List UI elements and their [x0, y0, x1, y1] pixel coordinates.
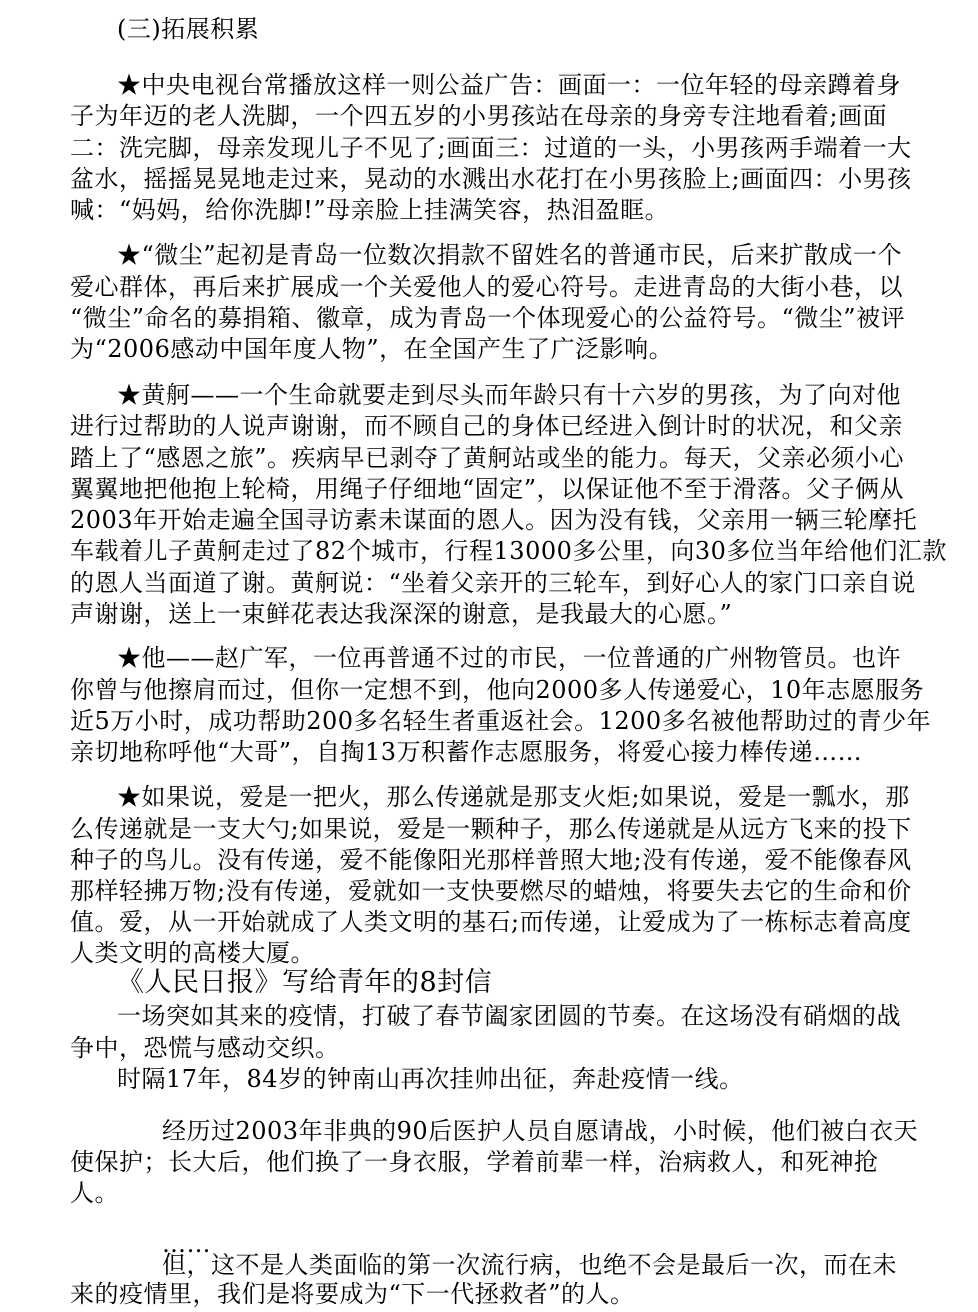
text-line: 子为年迈的老人洗脚，一个四五岁的小男孩站在母亲的身旁专注地看着;画面	[70, 102, 888, 130]
text-line: 的恩人当面道了谢。黄舸说：“坐着父亲开的三轮车，到好心人的家门口亲自说	[70, 569, 916, 597]
article-title: 《人民日报》写给青年的8封信	[117, 967, 493, 998]
text-line: 争中，恐慌与感动交织。	[70, 1034, 340, 1062]
text-line: ★他——赵广军，一位再普通不过的市民，一位普通的广州物管员。也许	[117, 644, 901, 672]
text-line: 二：洗完脚，母亲发现儿子不见了;画面三：过道的一头，小男孩两手端着一大	[70, 134, 912, 162]
text-line: 声谢谢，送上一束鲜花表达我深深的谢意，是我最大的心愿。”	[70, 600, 733, 628]
text-line: ★中央电视台常播放这样一则公益广告：画面一：一位年轻的母亲蹲着身	[117, 71, 901, 99]
text-line: 使保护；长大后，他们换了一身衣服，学着前辈一样，治病救人，和死神抢	[70, 1148, 879, 1176]
text-line: 种子的鸟儿。没有传递，爱不能像阳光那样普照大地;没有传递，爱不能像春风	[70, 846, 912, 874]
text-line: ……	[162, 1230, 211, 1258]
text-line: ★“微尘”起初是青岛一位数次捐款不留姓名的普通市民，后来扩散成一个	[117, 241, 903, 269]
text-line: 时隔17年，84岁的钟南山再次挂帅出征，奔赴疫情一线。	[117, 1065, 744, 1093]
section-heading: (三)拓展积累	[117, 15, 260, 43]
text-line: 踏上了“感恩之旅”。疾病早已剥夺了黄舸站或坐的能力。每天，父亲必须小心	[70, 444, 905, 472]
text-line: 近5万小时，成功帮助200多名轻生者重返社会。1200多名被他帮助过的青少年	[70, 707, 932, 735]
text-line: 你曾与他擦肩而过，但你一定想不到，他向2000多人传递爱心，10年志愿服务	[70, 676, 925, 704]
text-line: 盆水，摇摇晃晃地走过来，晃动的水溅出水花打在小男孩脸上;画面四：小男孩	[70, 165, 912, 193]
text-line: 来的疫情里，我们是将要成为“下一代拯救者”的人。	[70, 1280, 635, 1308]
text-line: 一场突如其来的疫情，打破了春节阖家团圆的节奏。在这场没有硝烟的战	[117, 1002, 901, 1030]
text-line: 值。爱，从一开始就成了人类文明的基石;而传递，让爱成为了一栋标志着高度	[70, 908, 912, 936]
text-line: 人。	[70, 1179, 119, 1207]
text-line: ★如果说，爱是一把火，那么传递就是那支火炬;如果说，爱是一瓢水，那	[117, 783, 910, 811]
text-line: 2003年开始走遍全国寻访素未谋面的恩人。因为没有钱，父亲用一辆三轮摩托	[70, 506, 918, 534]
text-line: 亲切地称呼他“大哥”，自掏13万积蓄作志愿服务，将爱心接力棒传递……	[70, 738, 863, 766]
text-line: 经历过2003年非典的90后医护人员自愿请战，小时候，他们被白衣天	[162, 1117, 919, 1145]
text-line: 进行过帮助的人说声谢谢，而不顾自己的身体已经进入倒计时的状况，和父亲	[70, 412, 903, 440]
text-line: “微尘”命名的募捐箱、徽章，成为青岛一个体现爱心的公益符号。“微尘”被评	[70, 304, 906, 332]
text-line: 翼翼地把他抱上轮椅，用绳子仔细地“固定”，以保证他不至于滑落。父子俩从	[70, 475, 905, 503]
text-line: 为“2006感动中国年度人物”，在全国产生了广泛影响。	[70, 335, 674, 363]
text-line: ★黄舸——一个生命就要走到尽头而年龄只有十六岁的男孩，为了向对他	[117, 381, 901, 409]
text-line: 喊：“妈妈，给你洗脚!”母亲脸上挂满笑容，热泪盈眶。	[70, 196, 670, 224]
text-line: 那样轻拂万物;没有传递，爱就如一支快要燃尽的蜡烛，将要失去它的生命和价	[70, 877, 912, 905]
text-line: 车载着儿子黄舸走过了82个城市，行程13000多公里，向30多位当年给他们汇款	[70, 537, 947, 565]
text-line: 但，这不是人类面临的第一次流行病，也绝不会是最后一次，而在未	[162, 1251, 897, 1279]
text-line: 么传递就是一支大勺;如果说，爱是一颗种子，那么传递就是从远方飞来的投下	[70, 815, 912, 843]
text-line: 人类文明的高楼大厦。	[70, 939, 315, 967]
text-line: 爱心群体，再后来扩展成一个关爱他人的爱心符号。走进青岛的大街小巷，以	[70, 273, 903, 301]
